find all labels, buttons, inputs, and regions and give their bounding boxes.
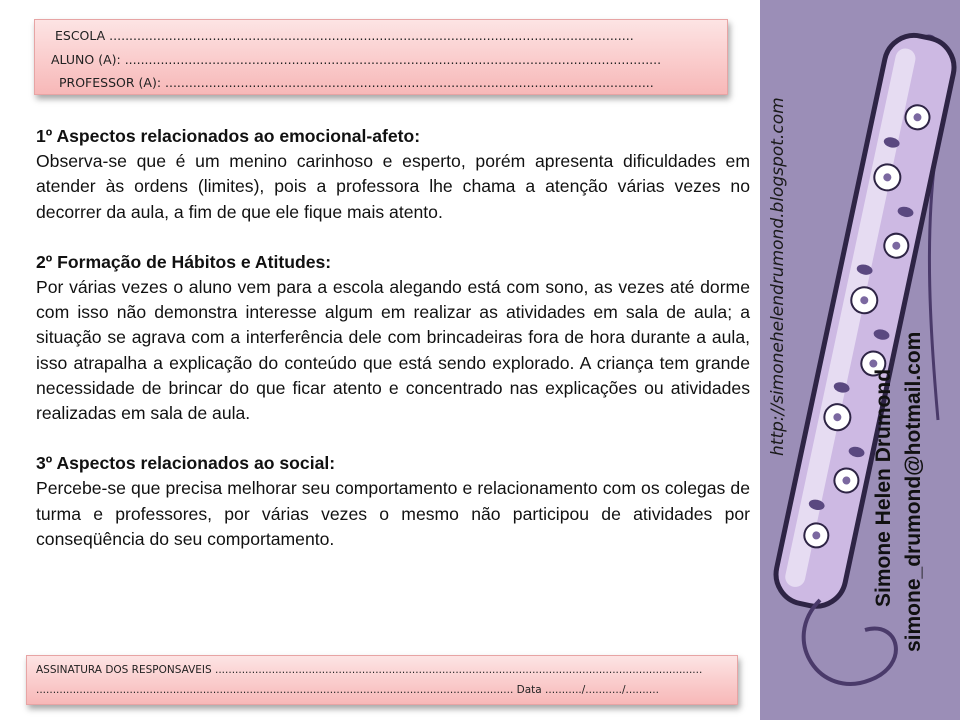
section-body: Percebe-se que precisa melhorar seu comportamento e relacionamento com os colegas de turma e professores, por várias vezes o mesmo não participou de atividades por conseqüência do seu comportamento. [36, 478, 750, 549]
floral-pencil-icon [760, 0, 960, 720]
section-body: Observa-se que é um menino carinhoso e esperto, porém apresenta dificuldades em atender às ordens (limites), pois a professora lhe chama a atenção várias vezes no decorrer da aula, a fim de que ele fique mais atento. [36, 151, 750, 222]
author-email[interactable]: simone_drumond@hotmail.com [902, 331, 925, 652]
section-social [36, 451, 750, 552]
section-heading: 1º Aspectos relacionados ao emocional-afeto: [36, 126, 421, 146]
blog-url[interactable]: http://simonehelendrumond.blogspot.com [768, 97, 788, 456]
teacher-line: PROFESSOR (A): ........................................................................................................................... [59, 75, 654, 90]
student-line: ALUNO (A): ....................................................................................................................................... [51, 52, 662, 67]
section-habits [36, 250, 750, 426]
author-name: Simone Helen Drumond [872, 368, 895, 607]
section-emotional [36, 124, 750, 225]
side-panel [760, 0, 960, 720]
date-line: ............................................................................................................................................... Data .........../.........../.......... [36, 684, 659, 696]
report-content [36, 124, 750, 577]
school-line: ESCOLA .................................................................................................................................... [55, 28, 634, 43]
section-heading: 3º Aspectos relacionados ao social: [36, 453, 336, 474]
section-body: Por várias vezes o aluno vem para a escola alegando está com sono, as vezes até dorme com isso não demonstra interesse algum em realizar as atividades em sala de aula; a situação se agrava com a interferência dele com brincadeiras fora de hora durante a aula, isso atrapalha a explicação do conteúdo que está sendo explorado. A criança tem grande necessidade de brincar do que ficar atento e concentrado nas explicações ou atividades realizadas em sala de aula. [36, 277, 750, 424]
header-box [34, 19, 728, 95]
section-heading: 2º Formação de Hábitos e Atitudes: [36, 251, 332, 272]
signature-line: ASSINATURA DOS RESPONSAVEIS .................................................................................................................................................. [36, 664, 703, 676]
footer-box [26, 655, 738, 705]
